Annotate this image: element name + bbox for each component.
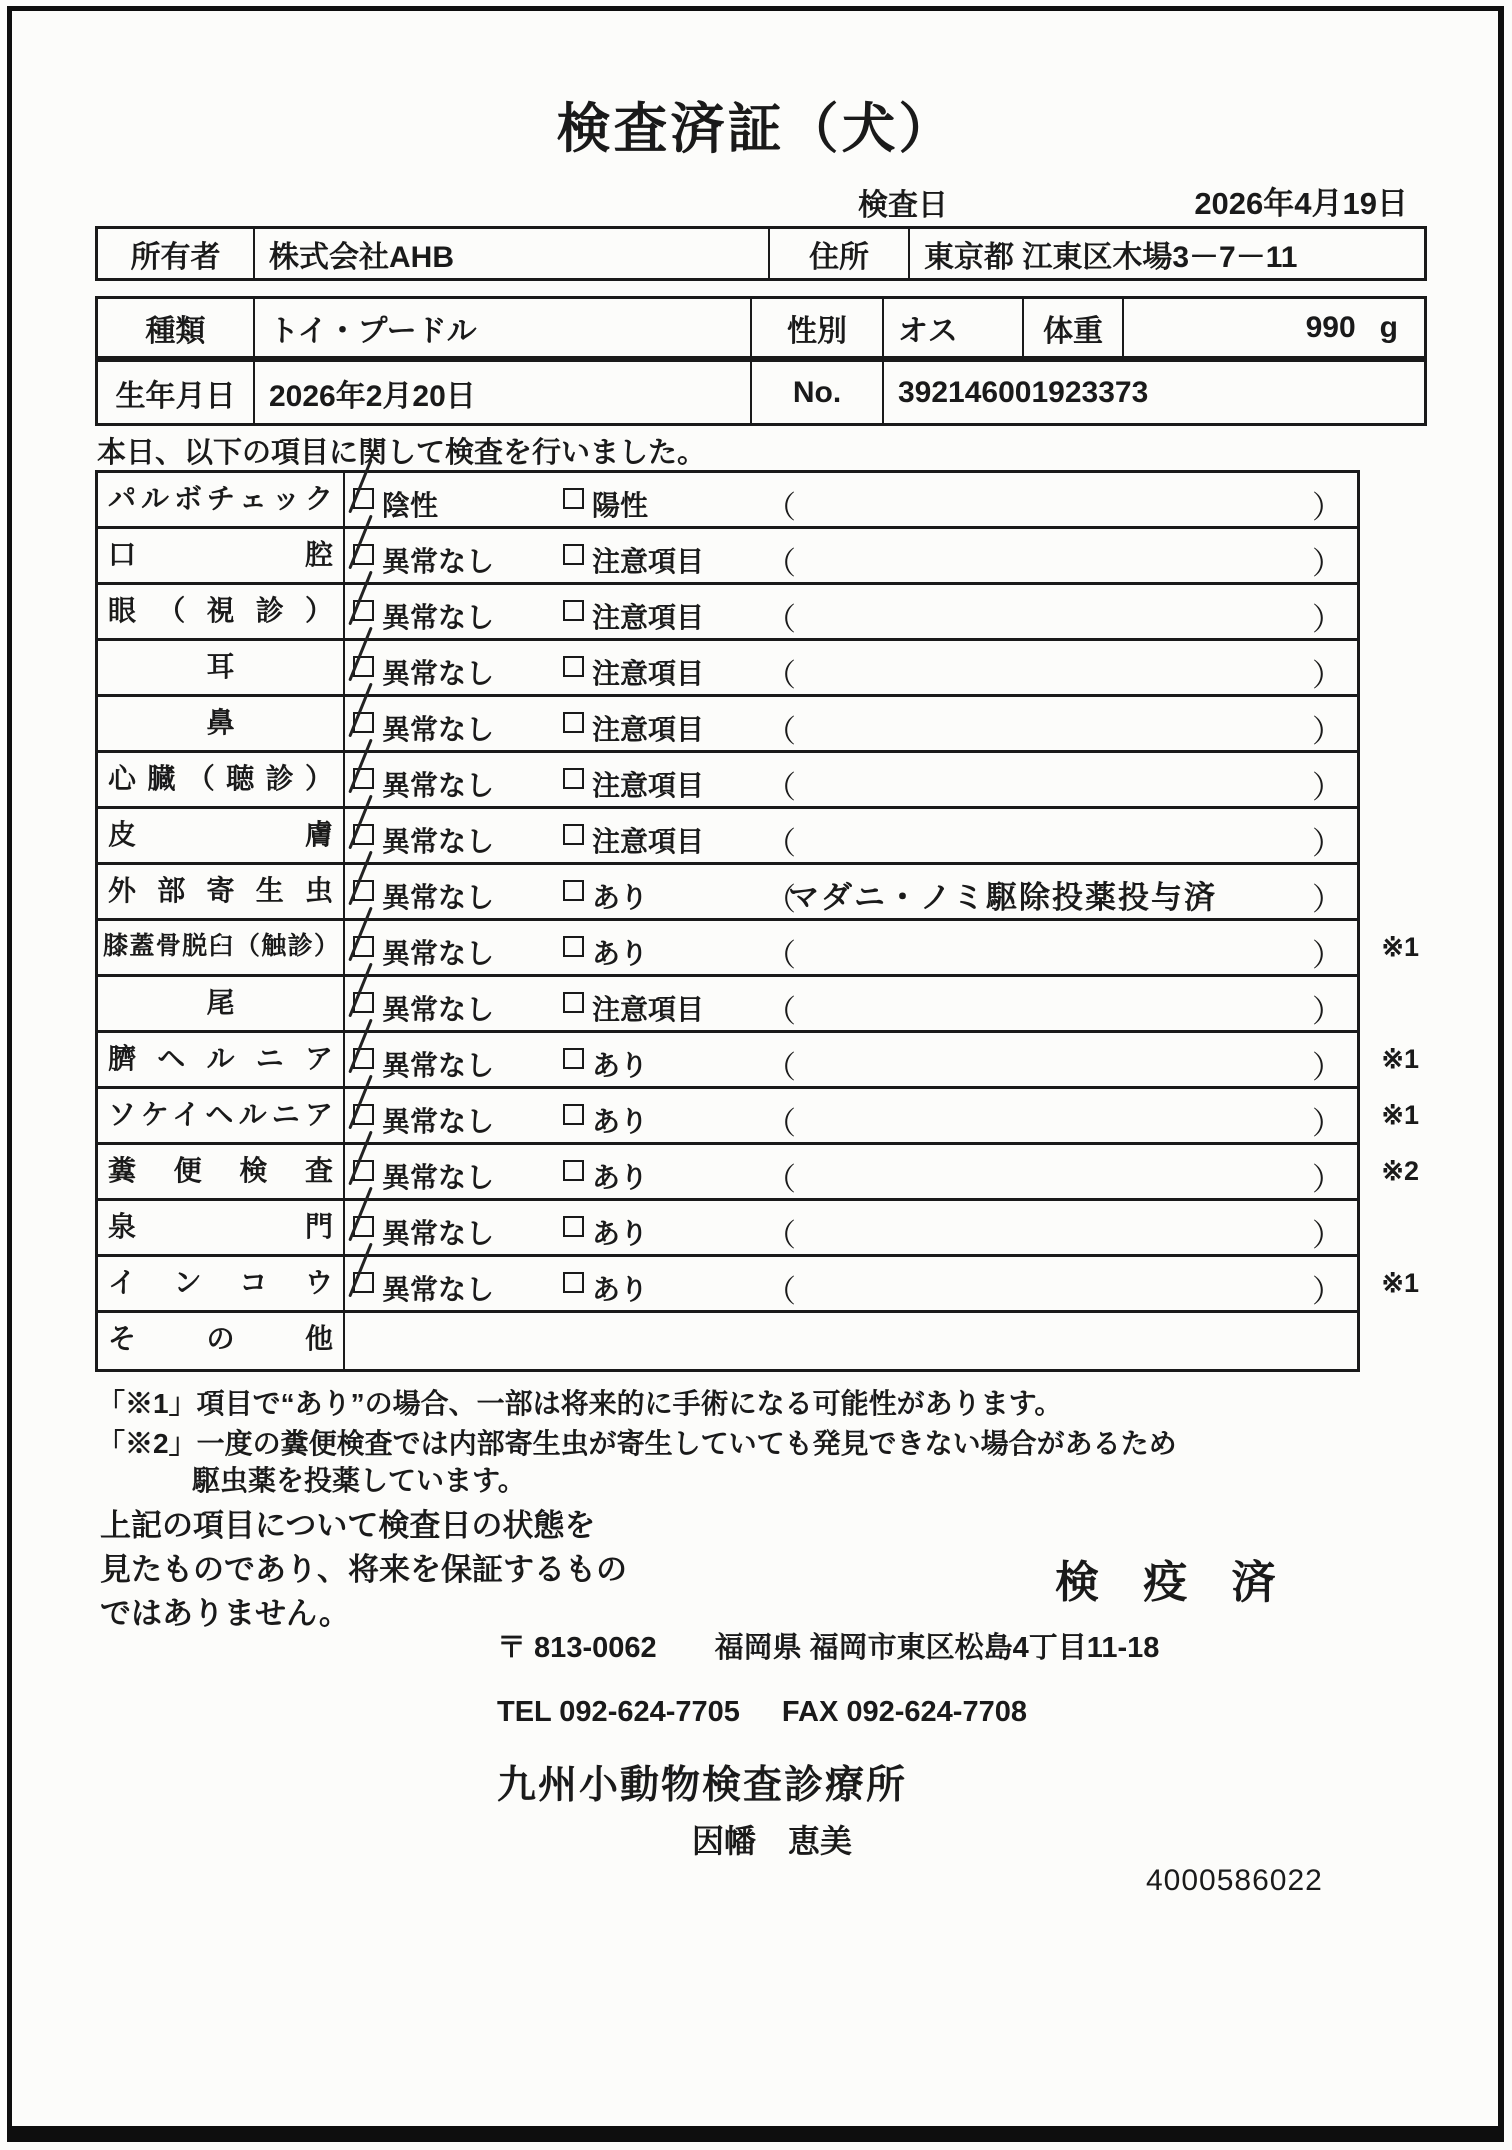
birthdate-label: 生年月日 [115,379,236,413]
checklist-row-content [345,1033,1419,1086]
clinic-postal: 〒 813-0062 [497,1632,657,1664]
checklist-item-label: 眼（視診） [98,585,345,638]
inspection-date-label: 検査日 [858,189,948,222]
checklist-item-label: 尾 [98,977,345,1030]
examiner-name: 因幡 恵美 [692,1823,853,1859]
checklist-item-label: 鼻 [98,697,345,750]
row-note-marker: ※1 [1381,932,1419,962]
disclaimer-line-2: 見たものであり、将来を保証するもの [100,1552,627,1587]
checklist-item-label: 泉門 [98,1201,345,1254]
weight-label: 体重 [1022,299,1122,356]
checklist-item-label: 口腔 [98,529,345,582]
checklist-row-content [345,1089,1419,1142]
checkbox-option2-icon [563,488,584,509]
checklist-item-label: 心臓（聴診） [98,753,345,806]
paren-annotation: マダニ・ノミ駆除投薬投与済 [788,880,1217,915]
clinic-fax: FAX 092-624-7708 [781,1696,1027,1728]
checklist-row-content [345,1313,1357,1369]
option2-label: 注意項目 [592,546,705,577]
option1-label: 異常なし [382,1050,495,1081]
checklist-row-content [345,473,1357,526]
sex-label: 性別 [750,299,882,356]
checkbox-option2-icon [563,544,584,565]
checklist-item-label: 外部寄生虫 [98,865,345,918]
paren-open: （ [765,938,796,973]
paren-close: ） [1312,658,1343,693]
footnote-2: 「※2」一度の糞便検査では内部寄生虫が寄生していても発見できない場合があるため [97,1428,1177,1459]
disclaimer-line-3: ではありません。 [100,1596,350,1631]
checklist-row-content [345,1145,1419,1198]
checklist-row-content [345,921,1419,974]
owner-value: 株式会社AHB [253,229,768,278]
option2-label: 注意項目 [592,994,705,1025]
row-note-marker: ※2 [1381,1156,1419,1186]
option2-label: あり [592,1162,649,1193]
checkbox-option2-icon [563,824,584,845]
checklist-row-content [345,753,1357,806]
checkbox-option2-icon [563,1272,584,1293]
checkbox-option2-icon [563,880,584,901]
checklist-item-label: インコウ [98,1257,345,1310]
address-label: 住所 [768,229,908,278]
address-value: 東京都 江東区木場3－7－11 [908,229,1428,278]
checkbox-option2-icon [563,712,584,733]
checklist-row [98,977,1357,1033]
option2-label: あり [592,938,649,969]
footnote-1: 「※1」項目で“あり”の場合、一部は将来的に手術になる可能性があります。 [97,1388,1063,1419]
paren-close: ） [1312,938,1343,973]
checklist-item-label: パルボチェック [98,473,345,526]
option2-label: あり [592,882,649,913]
owner-label: 所有者 [130,240,221,274]
quarantine-stamp: 検 疫 済 [1055,1558,1292,1607]
paren-close: ） [1312,882,1343,917]
number-value: 392146001923373 [882,362,1424,423]
checklist-row [98,921,1419,977]
number-label: No. [750,362,882,423]
option2-label: 注意項目 [592,770,705,801]
option2-label: 陽性 [592,490,649,521]
clinic-tel-line [497,1696,1027,1729]
checklist-row [98,1033,1419,1089]
option1-label: 異常なし [382,938,495,969]
checklist-row [98,585,1357,641]
paren-open: （ [765,1162,796,1197]
checklist-row [98,641,1357,697]
weight-unit: g [1379,310,1398,344]
paren-open: （ [765,714,796,749]
checklist-item-label: ソケイヘルニア [98,1089,345,1142]
checklist-row [98,529,1357,585]
option2-label: あり [592,1218,649,1249]
paren-open: （ [765,994,796,1029]
paren-open: （ [765,1106,796,1141]
checklist-row [98,473,1357,529]
inspection-date-value: 2026年4月19日 [1194,186,1408,221]
option1-label: 異常なし [382,1106,495,1137]
animal-table-row2 [95,359,1427,426]
checklist-row-content [345,865,1357,918]
page-title: 検査済証（犬） [556,99,956,159]
checklist-row [98,1145,1419,1201]
option1-label: 異常なし [382,882,495,913]
intro-sentence: 本日、以下の項目に関して検査を行いました。 [97,437,707,469]
checklist-row [98,809,1357,865]
checkbox-option2-icon [563,600,584,621]
checklist-row [98,753,1357,809]
option1-label: 異常なし [382,994,495,1025]
checklist-table [95,470,1419,1372]
paren-open: （ [765,602,796,637]
paren-close: ） [1312,1162,1343,1197]
checklist-row [98,1201,1357,1257]
checklist-row-content [345,1201,1357,1254]
paren-close: ） [1312,1106,1343,1141]
serial-number: 4000586022 [1146,1864,1323,1897]
clinic-name: 九州小動物検査診療所 [497,1764,908,1807]
checklist-item-label: 耳 [98,641,345,694]
checklist-item-label: 膝蓋骨脱臼（触診） [98,921,345,974]
row-note-marker: ※1 [1381,1100,1419,1130]
checkbox-option2-icon [563,1216,584,1237]
option2-label: 注意項目 [592,602,705,633]
option1-label: 異常なし [382,602,495,633]
checklist-row-content [345,529,1357,582]
paren-close: ） [1312,1274,1343,1309]
species-label: 種類 [145,314,206,348]
birthdate-value: 2026年2月20日 [253,362,750,423]
checklist-item-label: 皮膚 [98,809,345,862]
paren-open: （ [765,1050,796,1085]
option1-label: 異常なし [382,546,495,577]
checklist-row [98,1089,1419,1145]
paren-open: （ [765,658,796,693]
paren-close: ） [1312,994,1343,1029]
clinic-address-line [497,1625,1159,1666]
checkbox-option2-icon [563,1104,584,1125]
checkbox-option2-icon [563,768,584,789]
checklist-item-label: 糞便検査 [98,1145,345,1198]
paren-open: （ [765,1218,796,1253]
checkbox-option2-icon [563,992,584,1013]
paren-open: （ [765,882,796,917]
checkbox-option2-icon [563,1160,584,1181]
checklist-row-content [345,809,1357,862]
option2-label: あり [592,1050,649,1081]
checklist-row-content [345,697,1357,750]
option1-label: 陰性 [382,490,439,521]
paren-close: ） [1312,1050,1343,1085]
paren-open: （ [765,546,796,581]
option1-label: 異常なし [382,658,495,689]
paren-open: （ [765,770,796,805]
option2-label: あり [592,1106,649,1137]
paren-open: （ [765,826,796,861]
checklist-row-content [345,585,1357,638]
checklist-item-label: 臍ヘルニア [98,1033,345,1086]
checklist-row [98,865,1357,921]
paren-close: ） [1312,490,1343,525]
sex-value: オス [882,299,1022,356]
option1-label: 異常なし [382,714,495,745]
option1-label: 異常なし [382,1162,495,1193]
paren-close: ） [1312,826,1343,861]
clinic-address: 福岡県 福岡市東区松島4丁目11-18 [714,1632,1160,1664]
option2-label: 注意項目 [592,826,705,857]
checklist-item-label: その他 [98,1313,345,1369]
paren-close: ） [1312,714,1343,749]
row-note-marker: ※1 [1381,1044,1419,1074]
paren-close: ） [1312,1218,1343,1253]
checklist-row-content [345,1257,1419,1310]
paren-close: ） [1312,770,1343,805]
checklist-row [98,1257,1419,1313]
checkbox-option2-icon [563,1048,584,1069]
option2-label: 注意項目 [592,658,705,689]
paren-close: ） [1312,546,1343,581]
option1-label: 異常なし [382,1274,495,1305]
disclaimer-line-1: 上記の項目について検査日の状態を [100,1508,596,1543]
footnote-2-cont: 駆虫薬を投薬しています。 [192,1465,526,1496]
checklist-row-content [345,641,1357,694]
paren-close: ） [1312,602,1343,637]
checkbox-option2-icon [563,656,584,677]
option1-label: 異常なし [382,826,495,857]
animal-table-row1 [95,296,1427,359]
paren-open: （ [765,1274,796,1309]
checklist-row [98,1313,1357,1369]
checklist-row-content [345,977,1357,1030]
paren-open: （ [765,490,796,525]
checkbox-option2-icon [563,936,584,957]
clinic-tel: TEL 092-624-7705 [497,1696,740,1728]
option2-label: 注意項目 [592,714,705,745]
row-note-marker: ※1 [1381,1268,1419,1298]
checklist-row [98,697,1357,753]
owner-table [95,226,1427,281]
option2-label: あり [592,1274,649,1305]
option1-label: 異常なし [382,1218,495,1249]
weight-number: 990 [1305,310,1356,344]
weight-value [1122,299,1424,356]
option1-label: 異常なし [382,770,495,801]
species-value: トイ・プードル [253,299,750,356]
